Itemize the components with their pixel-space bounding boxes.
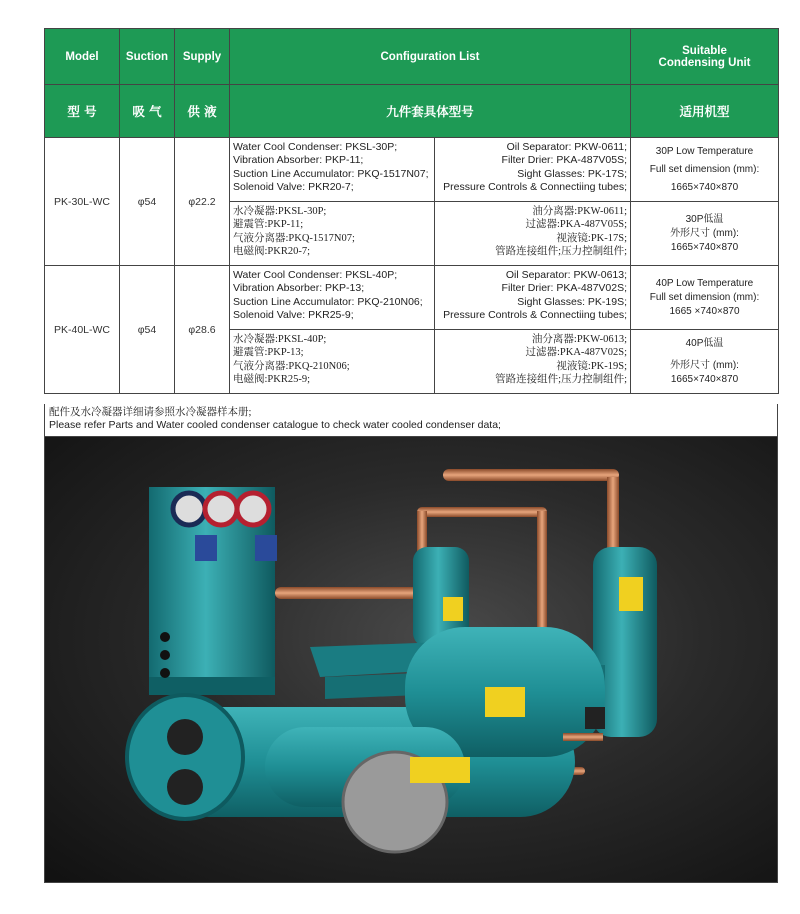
header-suitable-cn: 适用机型 <box>631 85 779 138</box>
header-row-cn <box>45 85 779 138</box>
config-line: Filter Drier: PKA-487V05S; <box>501 154 628 167</box>
config-en-right <box>435 266 631 330</box>
unit-line: 30P Low Temperature <box>655 145 754 157</box>
config-line: Solenoid Valve: PKR20-7; <box>233 180 354 193</box>
notes-block <box>44 404 778 436</box>
config-line: 视液镜:PK-19S; <box>556 360 628 372</box>
unit-line: 外形尺寸 (mm): <box>670 227 739 239</box>
unit-cn-cell <box>631 330 779 394</box>
config-line: Water Cool Condenser: PKSL-30P; <box>233 141 398 153</box>
unit-line: 1665×740×870 <box>670 241 739 253</box>
config-line: 气液分离器:PKQ-210N06; <box>233 360 350 372</box>
config-line: 过滤器:PKA-487V02S; <box>525 347 628 359</box>
config-line: 油分离器:PKW-0613; <box>531 334 628 345</box>
header-suction: Suction <box>120 29 175 85</box>
config-line: 水冷凝器:PKSL-30P; <box>233 206 327 217</box>
config-cn-left <box>230 202 435 266</box>
header-row-en <box>45 29 779 85</box>
config-en-left <box>230 138 435 202</box>
config-cn-left <box>230 330 435 394</box>
config-cn-right <box>435 330 631 394</box>
header-supply-cn: 供 液 <box>175 85 230 138</box>
header-suction-cn: 吸 气 <box>120 85 175 138</box>
config-line: Solenoid Valve: PKR25-9; <box>233 308 354 321</box>
config-en-left <box>230 266 435 330</box>
gauge-low-icon <box>173 493 205 525</box>
unit-line: 40P Low Temperature <box>655 277 754 289</box>
gauge-oil-icon <box>237 493 269 525</box>
config-line: 避震管:PKP-11; <box>233 219 304 231</box>
gauge-high-icon <box>205 493 237 525</box>
unit-line: 30P低温 <box>685 213 724 225</box>
supply-cell: φ28.6 <box>175 266 230 394</box>
spec-table <box>44 28 779 394</box>
unit-line: Full set dimension (mm): <box>649 163 760 175</box>
product-photo <box>44 436 778 883</box>
condensing-unit-illustration <box>45 437 778 883</box>
header-suitable-line2: Condensing Unit <box>658 56 751 69</box>
note-cn: 配件及水冷凝器详细请参照水冷凝器样本册; <box>49 407 252 418</box>
model-cell: PK-40L-WC <box>45 266 120 394</box>
table-row <box>45 266 779 330</box>
header-suitable-line1: Suitable <box>682 44 727 57</box>
config-line: 气液分离器:PKQ-1517N07; <box>233 232 355 244</box>
note-en: Please refer Parts and Water cooled condenser catalogue to check water cooled condenser data; <box>49 419 501 431</box>
gauge-panel <box>149 487 277 695</box>
table-row <box>45 138 779 202</box>
config-line: 电磁阀:PKR20-7; <box>233 245 311 257</box>
config-line: 电磁阀:PKR25-9; <box>233 373 311 385</box>
config-line: Filter Drier: PKA-487V02S; <box>501 282 628 295</box>
config-line: 管路连接组件;压力控制组件; <box>495 245 628 257</box>
config-line: 管路连接组件;压力控制组件; <box>495 373 628 385</box>
unit-line: 40P低温 <box>685 337 724 349</box>
header-model: Model <box>45 29 120 85</box>
suction-cell: φ54 <box>120 266 175 394</box>
unit-en-cell <box>631 266 779 330</box>
unit-en-cell <box>631 138 779 202</box>
config-line: Vibration Absorber: PKP-13; <box>233 282 365 295</box>
config-line: Pressure Controls & Connectiing tubes; <box>443 180 628 193</box>
config-line: 油分离器:PKW-0611; <box>532 206 628 217</box>
pressure-switch-icon <box>255 535 277 561</box>
config-line: Vibration Absorber: PKP-11; <box>233 154 364 167</box>
config-line: Suction Line Accumulator: PKQ-210N06; <box>233 295 423 308</box>
unit-cn-cell <box>631 202 779 266</box>
config-line: 避震管:PKP-13; <box>233 347 304 359</box>
config-line: Suction Line Accumulator: PKQ-1517N07; <box>233 167 429 180</box>
config-cn-right <box>435 202 631 266</box>
unit-line: 1665 ×740×870 <box>669 305 740 317</box>
supply-cell: φ22.2 <box>175 138 230 266</box>
config-line: 水冷凝器:PKSL-40P; <box>233 334 327 345</box>
filter-drier <box>265 727 470 852</box>
spec-table-frame <box>44 28 778 394</box>
config-en-right <box>435 138 631 202</box>
header-config-list: Configuration List <box>230 29 631 85</box>
config-line: Pressure Controls & Connectiing tubes; <box>443 308 628 321</box>
unit-line: 外形尺寸 (mm): <box>670 359 739 371</box>
config-line: 过滤器:PKA-487V05S; <box>525 219 628 231</box>
suction-cell: φ54 <box>120 138 175 266</box>
unit-line: 1665×740×870 <box>670 181 739 193</box>
unit-line: Full set dimension (mm): <box>649 291 760 303</box>
config-line: Sight Glasses: PK-19S; <box>517 295 628 308</box>
pressure-switch-icon <box>195 535 217 561</box>
unit-line: 1665×740×870 <box>670 373 739 385</box>
config-line: Oil Separator: PKW-0611; <box>506 141 628 153</box>
config-line: Sight Glasses: PK-17S; <box>517 167 628 180</box>
header-supply: Supply <box>175 29 230 85</box>
header-suitable <box>631 29 779 85</box>
config-line: Oil Separator: PKW-0613; <box>505 269 628 281</box>
model-cell: PK-30L-WC <box>45 138 120 266</box>
config-line: Water Cool Condenser: PKSL-40P; <box>233 269 398 281</box>
header-config-cn: 九件套具体型号 <box>230 85 631 138</box>
config-line: 视液镜:PK-17S; <box>556 232 628 244</box>
header-model-cn: 型 号 <box>45 85 120 138</box>
